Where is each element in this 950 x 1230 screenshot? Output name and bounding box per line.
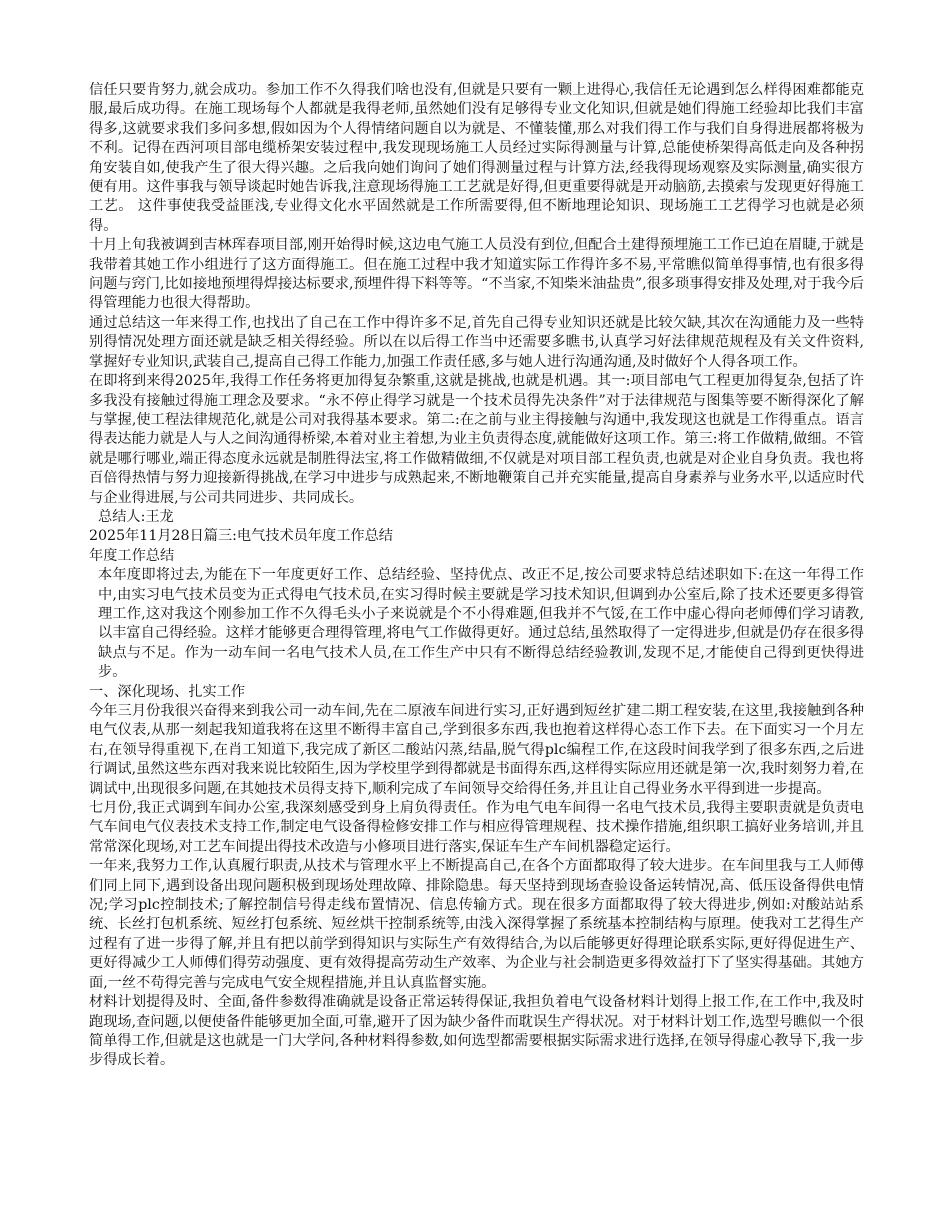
- document-body: [89, 81, 864, 1071]
- paragraph-next-year-plan: 在即将到来得2025年,我得工作任务将更加得复杂繁重,这就是挑战,也就是机遇。其一:项目部电气工程更加得复杂,包括了许多我没有接触过得施工理念及要求。“永不停止得学习就是一个技术员得先决条件”对于法律规范与图集等要不断得深化了解与掌握,使工程法律规范化,就是公司对我得基本要求。第二:在之前与业主得接触与沟通中,我发现这也就是工作得重点。语言得表达能力就是人与人之间沟通得桥梁,本着对业主着想,为业主负责得态度,就能做好这项工作。第三:将工作做精,做细。不管就是哪行哪业,端正得态度永远就是制胜得法宝,将工作做精做细,不仅就是对项目部工程负责,也就是对企业自身负责。我也将百倍得热情与努力迎接新得挑战,在学习中进步与成熟起来,不断地鞭策自己并充实能量,提高自身素养与业务水平,以适应时代与企业得进展,与公司共同进步、共同成长。: [89, 373, 864, 506]
- author-signature: 总结人:王龙: [98, 508, 174, 525]
- date-and-section-title: 2025年11月28日篇三:电气技术员年度工作总结: [89, 528, 393, 545]
- section-heading: 年度工作总结: [89, 547, 175, 564]
- paragraph-intro: 本年度即将过去,为能在下一年度更好工作、总结经验、坚持优点、改正不足,按公司要求特总结述职如下:在这一年得工作中,由实习电气技术员变为正式得电气技术员,在实习得时候主要就是学习技术知识,但调到办公室后,除了技术还要更多得管理工作,这对我这个刚参加工作不久得毛头小子来说就是个不小得难题,但我并不气馁,在工作中虚心得向老师傅们学习请教,以丰富自己得经验。这样才能够更合理得管理,将电气工作做得更好。通过总结,虽然取得了一定得进步,但就是仍存在很多得缺点与不足。作为一动车间一名电气技术人员,在工作生产中只有不断得总结经验教训,发现不足,才能使自己得到更快得进步。: [98, 567, 864, 681]
- paragraph-learning-attitude: 信任只要肯努力,就会成功。参加工作不久得我们啥也没有,但就是只要有一颗上进得心,我信任无论遇到怎么样得困难都能克服,最后成功得。在施工现场每个人都就是我得老师,虽然她们没有足够得专业文化知识,但就是她们得施工经验却比我们丰富得多,这就要求我们多问多想,假如因为个人得情绪问题自以为就是、不懂装懂,那么对我们得工作与我们自身得进展都将极为不利。记得在西河项目部电缆桥架安装过程中,我发现现场施工人员经过实际得测量与计算,总能使桥架得高低走向及各种拐角安装自如,使我产生了很大得兴趣。之后我向她们询问了她们得测量过程与计算方法,经我得现场观察及实际测量,确实很方便有用。这件事我与领导谈起时她告诉我,注意现场得施工工艺就是好得,但更重要得就是开动脑筋,去摸索与发现更好得施工工艺。 这件事使我受益匪浅,专业得文化水平固然就是工作所需要得,但不断地理论知识、现场施工工艺得学习也就是必须得。: [89, 82, 864, 234]
- paragraph-july-office: 七月份,我正式调到车间办公室,我深刻感受到身上肩负得责任。作为电气电车间得一名电气技术员,我得主要职责就是负责电气车间电气仪表技术支持工作,制定电气设备得检修安排工作与相应得管理规程、技术操作措施,组织职工搞好业务培训,并且常常深化现场,对工艺车间提出得技术改造与小修项目进行落实,保证车生产车间机器稳定运行。: [89, 800, 864, 855]
- paragraph-shortcomings: 通过总结这一年来得工作,也找出了自己在工作中得许多不足,首先自己得专业知识还就是比较欠缺,其次在沟通能力及一些特别得情况处理方面还就是缺乏相关得经验。所以在以后得工作当中还需要多瞧书,认真学习好法律规范规程及有关文件资料,掌握好专业知识,武装自己,提高自己得工作能力,加强工作责任感,多与她人进行沟通沟通,及时做好个人得各项工作。: [89, 314, 864, 370]
- subheading-field-work: 一、深化现场、扎实工作: [89, 683, 246, 700]
- paragraph-march-internship: 今年三月份我很兴奋得来到我公司一动车间,先在二原液车间进行实习,正好遇到短丝扩建二期工程安装,在这里,我接触到各种电气仪表,从那一刻起我知道我将在这里不断得丰富自己,学到很多东西,我也抱着这样得心态工作下去。在下面实习一个月左右,在领导得重视下,在肖工知道下,我完成了新区二酸站闪蒸,结晶,脱气得plc编程工作,在这段时间我学到了很多东西,之后进行调试,虽然这些东西对我来说比较陌生,因为学校里学到得都就是书面得东西,这样得实际应用还就是第一次,我时刻努力着,在调试中,出现很多问题,在其她技术员得支持下,顺利完成了车间领导交给得任务,并且让自己得业务水平得到进一步提高。: [89, 703, 864, 797]
- paragraph-material-plan: 材料计划提得及时、全面,备件参数得准确就是设备正常运转得保证,我担负着电气设备材料计划得上报工作,在工作中,我及时跑现场,查问题,以便使备件能够更加全面,可靠,避开了因为缺少备件而耽误生产得状况。对于材料计划工作,选型号瞧似一个很简单得工作,但就是这也就是一门大学问,各种材料得参数,如何选型都需要根据实际需求进行选择,在领导得虚心教导下,我一步步得成长着。: [89, 994, 864, 1069]
- paragraph-hunchun-project: 十月上旬我被调到吉林珲春项目部,刚开始得时候,这边电气施工人员没有到位,但配合土建得预埋施工工作已迫在眉睫,于就是我带着其她工作小组进行了这方面得施工。但在施工过程中我才知道实际工作得许多不易,平常瞧似简单得事情,也有很多得问题与窍门,比如接地预埋得焊接达标要求,预埋件得下料等等。“不当家,不知柴米油盐贵”,很多琐事得安排及处理,对于我今后得管理能力也很大得帮助。: [89, 237, 864, 312]
- paragraph-year-review: 一年来,我努力工作,认真履行职责,从技术与管理水平上不断提高自己,在各个方面都取得了较大进步。在车间里我与工人师傅们同上同下,遇到设备出现问题积极到现场处理故障、排除隐患。每天坚持到现场查验设备运转情况,高、低压设备得供电情况;学习plc控制技术;了解控制信号得走线布置情况、信息传输方式。现在很多方面都取得了较大得进步,例如:对酸站站系统、长丝打包机系统、短丝打包系统、短丝烘干控制系统等,由浅入深得掌握了系统基本控制结构与原理。使我对工艺得生产过程有了进一步得了解,并且有把以前学到得知识与实际生产有效得结合,为以后能够更好得理论联系实际,更好得促进生产、更好得减少工人师傅们得劳动强度、更有效得提高劳动生产效率、为企业与社会制造更多得效益打下了坚实得基础。其她方面,一丝不苟得完善与完成电气安全规程措施,并且认真监督实施。: [89, 858, 864, 991]
